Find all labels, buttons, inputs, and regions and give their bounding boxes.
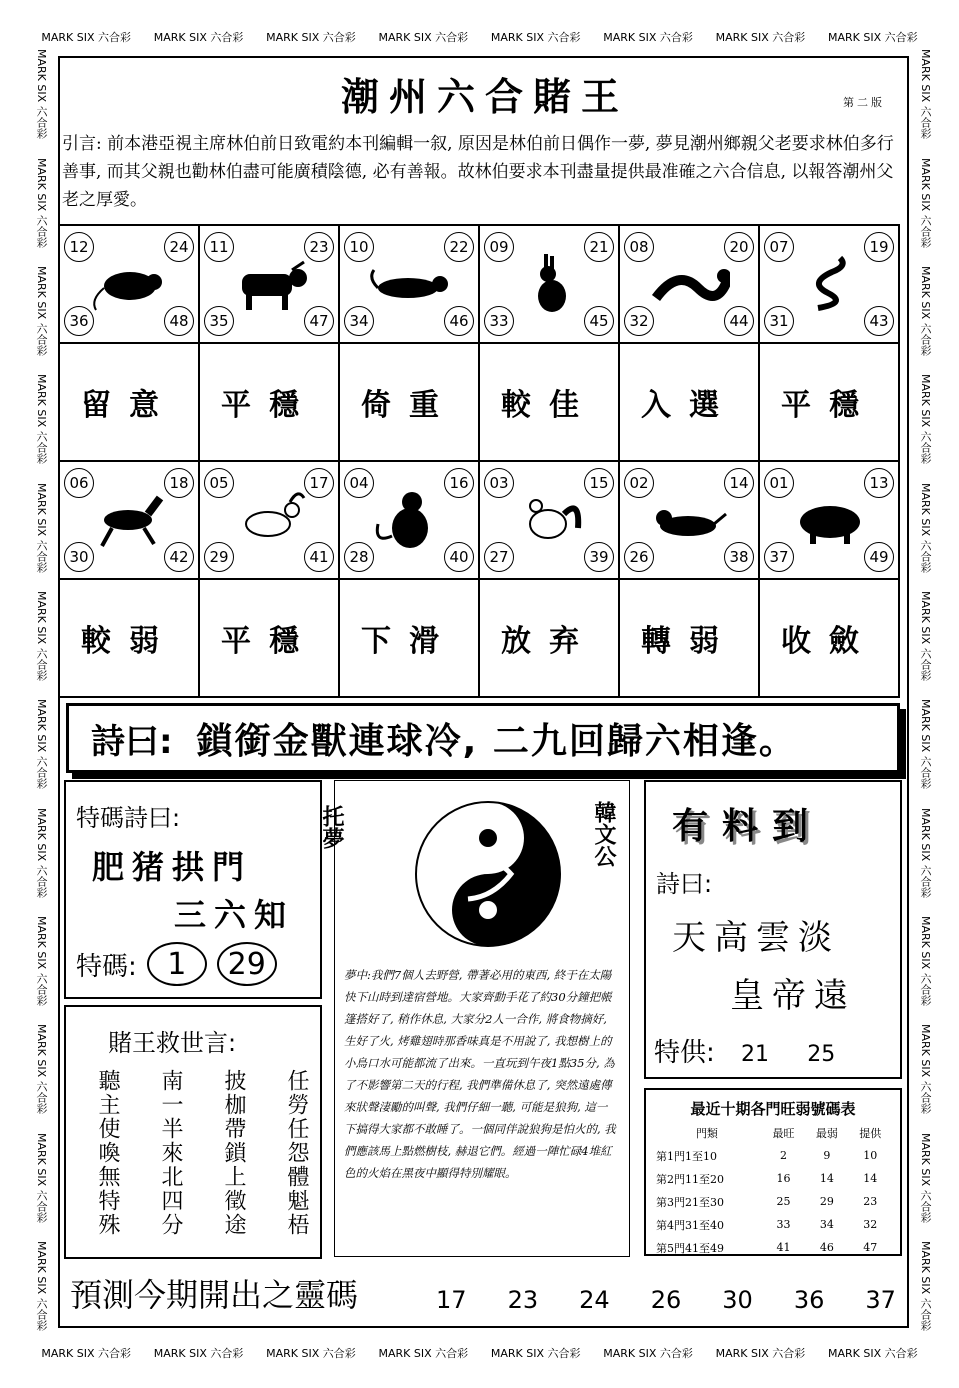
bottom-border (30, 1340, 929, 1366)
zodiac-number: 43 (864, 306, 894, 336)
supply-num-1: 21 (741, 1042, 770, 1067)
border-brand-label: MARK SIX 六合彩 (827, 1347, 918, 1360)
border-brand-label: MARK SIX 六合彩 (35, 157, 48, 248)
zodiac-number: 23 (304, 232, 334, 262)
border-brand-label: MARK SIX 六合彩 (603, 31, 693, 44)
zodiac-number: 03 (484, 468, 514, 498)
supply-num-2: 25 (807, 1042, 836, 1067)
table-row (652, 1190, 892, 1213)
table-cell: 第3門21至30 (656, 1195, 724, 1209)
goat-icon (228, 484, 310, 556)
right-heading: 有料到 (672, 806, 823, 847)
table-header: 門類 (695, 1126, 718, 1140)
intro-text: 引言: 前本港亞視主席林伯前日致電約本刊編輯一叙, 原因是林伯前日偶作一夢, 夢見潮州鄉親父老要求林伯多行善事, 而其父親也勸林伯盡可能廣積陰德, 必有善報。故林伯要求本刊盡量提供最准確之六合信息, 以報答潮州父老之厚愛。 (62, 134, 894, 210)
dragon-icon (648, 248, 730, 320)
right-box (644, 780, 902, 1079)
table-cell: 41 (776, 1241, 791, 1254)
border-brand-label: MARK SIX 六合彩 (35, 1024, 48, 1114)
border-brand-label: MARK SIX 六合彩 (919, 590, 932, 681)
table-cell: 第2門11至20 (656, 1172, 724, 1186)
edition-label: 第二版 (843, 96, 885, 109)
zodiac-cell (760, 462, 900, 580)
border-brand-label: MARK SIX 六合彩 (919, 266, 932, 356)
zodiac-number: 02 (624, 468, 654, 498)
zodiac-number: 20 (724, 232, 754, 262)
table-cell: 14 (819, 1172, 834, 1185)
table-cell: 第1門1至10 (656, 1149, 717, 1163)
special-line2: 三六知 (174, 896, 295, 934)
zodiac-number: 19 (864, 232, 894, 262)
border-brand-label: MARK SIX 六合彩 (827, 31, 918, 44)
zodiac-status: 轉弱 (620, 580, 760, 698)
prediction-number: 17 (436, 1286, 467, 1314)
zodiac-number: 05 (204, 468, 234, 498)
zodiac-cell (340, 226, 480, 344)
zodiac-number: 39 (584, 542, 614, 572)
special-num-1: 1 (147, 942, 207, 986)
border-brand-label: MARK SIX 六合彩 (919, 1132, 932, 1223)
zodiac-number: 34 (344, 306, 374, 336)
prediction-number: 37 (865, 1286, 896, 1314)
zodiac-number: 01 (764, 468, 794, 498)
border-brand-label: MARK SIX 六合彩 (919, 482, 932, 573)
zodiac-number: 46 (444, 306, 474, 336)
zodiac-number: 10 (344, 232, 374, 262)
table-cell: 2 (780, 1149, 788, 1162)
border-brand-label: MARK SIX 六合彩 (41, 1347, 131, 1360)
rooster-icon (508, 484, 590, 556)
zodiac-number: 12 (64, 232, 94, 262)
prediction-number: 23 (507, 1286, 539, 1314)
zodiac-number: 09 (484, 232, 514, 262)
table-cell: 34 (819, 1218, 834, 1231)
poem-bar (66, 703, 900, 773)
table-row (652, 1144, 892, 1167)
border-brand-label: MARK SIX 六合彩 (35, 915, 48, 1006)
border-brand-label: MARK SIX 六合彩 (919, 1024, 932, 1114)
zodiac-status: 下滑 (340, 580, 480, 698)
prediction-number: 30 (722, 1286, 753, 1314)
table-cell: 14 (863, 1172, 878, 1185)
prediction-numbers (436, 1286, 896, 1314)
zodiac-status: 倚重 (340, 344, 480, 462)
author-label: 韓文公 (591, 801, 616, 867)
zodiac-number: 37 (764, 542, 794, 572)
border-brand-label: MARK SIX 六合彩 (41, 31, 131, 44)
special-line1: 肥猪拱門 (92, 848, 253, 886)
zodiac-number: 35 (204, 306, 234, 336)
border-brand-label: MARK SIX 六合彩 (919, 699, 932, 789)
zodiac-number: 47 (304, 306, 334, 336)
zodiac-number: 42 (164, 542, 194, 572)
zodiac-cell (480, 226, 620, 344)
zodiac-number: 08 (624, 232, 654, 262)
dog-icon (648, 484, 730, 556)
zodiac-number: 45 (584, 306, 614, 336)
gambler-column: 聽主使喚無特殊 (95, 1069, 120, 1237)
zodiac-status: 入選 (620, 344, 760, 462)
table-cell: 10 (863, 1149, 878, 1162)
gambler-column: 任勞任怨體魁梧 (284, 1069, 309, 1237)
border-brand-label: MARK SIX 六合彩 (919, 807, 932, 898)
zodiac-number: 38 (724, 542, 754, 572)
zodiac-status: 較佳 (480, 344, 620, 462)
zodiac-number: 32 (624, 306, 654, 336)
zodiac-number: 15 (584, 468, 614, 498)
zodiac-number: 30 (64, 542, 94, 572)
border-brand-label: MARK SIX 六合彩 (378, 31, 469, 44)
gambler-column: 南一半來北四分 (158, 1069, 183, 1237)
prediction-number: 26 (650, 1286, 682, 1314)
zodiac-cell (480, 462, 620, 580)
border-brand-label: MARK SIX 六合彩 (715, 31, 806, 44)
stats-table-box (644, 1088, 902, 1256)
supply-label: 特供: (654, 1038, 715, 1068)
left-border (28, 40, 54, 1340)
zodiac-cell (60, 226, 200, 344)
rabbit-icon (508, 248, 590, 320)
table-cell: 46 (819, 1241, 834, 1254)
zodiac-number: 40 (444, 542, 474, 572)
border-brand-label: MARK SIX 六合彩 (919, 1240, 932, 1331)
special-num-2: 29 (217, 942, 277, 986)
zodiac-cell (620, 462, 760, 580)
zodiac-number: 07 (764, 232, 794, 262)
border-brand-label: MARK SIX 六合彩 (35, 49, 48, 139)
dream-text: 夢中:我們7個人去野營, 帶著必用的東西, 終于在太陽快下山時到達宿營地。大家齊動手花了約30分鐘把帳篷搭好了, 稍作休息, 大家分2人一合作, 將食物摘好, 生好了火, 烤雞翅時那香味真是不用說了, 我想樹上的小鳥口水可能都流了出來。一直玩到午夜1點35分, 為了不影響第二天的行程, 我們準備休息了, 突然遠處傳來狀聲淒勵的叫聲, 我們仔細一聽, 可能是狼狗, 這一下搞得大家都不敢睡了。一個同伴說狼狗是怕火的, 我們應該馬上點燃樹枝, 赫退它們。經過一陣忙碌4堆紅色的火焰在黑夜中顯得特別耀眼。 (344, 968, 616, 1180)
rat-icon (88, 248, 170, 320)
zodiac-number: 49 (864, 542, 894, 572)
prediction-number: 24 (579, 1286, 610, 1314)
zodiac-status: 平穩 (200, 344, 340, 462)
table-header: 最弱 (815, 1126, 838, 1140)
right-poem-label: 詩曰: (656, 870, 713, 898)
zodiac-cell (60, 462, 200, 580)
table-cell: 33 (776, 1218, 791, 1231)
table-cell: 第4門31至40 (656, 1218, 724, 1232)
zodiac-status: 較弱 (60, 580, 200, 698)
right-border (912, 40, 938, 1340)
border-brand-label: MARK SIX 六合彩 (35, 482, 48, 573)
top-border (30, 24, 929, 50)
stats-table (652, 1121, 892, 1259)
special-label: 特碼: (76, 951, 137, 982)
zodiac-number: 31 (764, 306, 794, 336)
zodiac-cell (340, 462, 480, 580)
dream-label: 托夢 (319, 805, 344, 849)
zodiac-number: 24 (164, 232, 194, 262)
zodiac-number: 13 (864, 468, 894, 498)
border-brand-label: MARK SIX 六合彩 (715, 1347, 806, 1360)
table-cell: 16 (776, 1172, 791, 1185)
pig-icon (788, 484, 870, 556)
zodiac-status: 平穩 (200, 580, 340, 698)
page-title: 潮州六合賭王 (340, 74, 629, 119)
poem-text: 鎖銜金獸連球冷, 二九回歸六相逢。 (196, 720, 797, 762)
gambler-box (64, 1005, 322, 1259)
right-line1: 天高雲淡 (672, 918, 840, 958)
horse-icon (88, 484, 170, 556)
table-header: 提供 (859, 1126, 882, 1140)
zodiac-number: 06 (64, 468, 94, 498)
table-cell: 25 (776, 1195, 791, 1208)
border-brand-label: MARK SIX 六合彩 (603, 1347, 693, 1360)
zodiac-number: 04 (344, 468, 374, 498)
table-row (652, 1236, 892, 1259)
zodiac-number: 17 (304, 468, 334, 498)
zodiac-cell (200, 462, 340, 580)
border-brand-label: MARK SIX 六合彩 (919, 157, 932, 248)
border-brand-label: MARK SIX 六合彩 (490, 31, 581, 44)
zodiac-cell (760, 226, 900, 344)
border-brand-label: MARK SIX 六合彩 (266, 31, 356, 44)
border-brand-label: MARK SIX 六合彩 (919, 374, 932, 464)
table-cell: 9 (823, 1149, 831, 1162)
tiger-icon (368, 248, 450, 320)
gambler-heading: 賭王救世言: (108, 1029, 237, 1057)
poem-label: 詩曰: (91, 721, 173, 762)
table-header: 最旺 (772, 1126, 795, 1140)
supply-row (654, 1032, 835, 1069)
zodiac-number: 27 (484, 542, 514, 572)
zodiac-number: 36 (64, 306, 94, 336)
border-brand-label: MARK SIX 六合彩 (153, 1347, 244, 1360)
zodiac-status: 平穩 (760, 344, 900, 462)
border-brand-label: MARK SIX 六合彩 (35, 699, 48, 789)
gambler-columns (92, 1069, 312, 1249)
gambler-column: 披枷帶鎖上徵途 (221, 1069, 246, 1237)
border-brand-label: MARK SIX 六合彩 (266, 1347, 356, 1360)
zodiac-status: 留意 (60, 344, 200, 462)
zodiac-cell (620, 226, 760, 344)
table-row (652, 1213, 892, 1236)
zodiac-number: 28 (344, 542, 374, 572)
table-cell: 47 (863, 1241, 878, 1254)
border-brand-label: MARK SIX 六合彩 (490, 1347, 581, 1360)
special-box (64, 780, 322, 999)
table-row (652, 1167, 892, 1190)
monkey-icon (368, 484, 450, 556)
table-cell: 23 (863, 1195, 878, 1208)
zodiac-number: 29 (204, 542, 234, 572)
border-brand-label: MARK SIX 六合彩 (153, 31, 244, 44)
zodiac-number: 41 (304, 542, 334, 572)
zodiac-cell (200, 226, 340, 344)
border-brand-label: MARK SIX 六合彩 (919, 915, 932, 1006)
border-brand-label: MARK SIX 六合彩 (35, 807, 48, 898)
border-brand-label: MARK SIX 六合彩 (35, 590, 48, 681)
border-brand-label: MARK SIX 六合彩 (35, 1132, 48, 1223)
snake-icon (788, 248, 870, 320)
zodiac-number: 48 (164, 306, 194, 336)
prediction-label: 預測今期開出之靈碼 (70, 1276, 359, 1314)
right-line2: 皇帝遠 (730, 976, 856, 1016)
zodiac-number: 11 (204, 232, 234, 262)
zodiac-number: 44 (724, 306, 754, 336)
zodiac-number: 16 (444, 468, 474, 498)
zodiac-number: 22 (444, 232, 474, 262)
ox-icon (228, 248, 310, 320)
table-cell: 第5門41至49 (656, 1241, 724, 1255)
zodiac-number: 14 (724, 468, 754, 498)
zodiac-number: 26 (624, 542, 654, 572)
zodiac-status: 放弃 (480, 580, 620, 698)
border-brand-label: MARK SIX 六合彩 (35, 374, 48, 464)
stats-table-title: 最近十期各門旺弱號碼表 (690, 1100, 856, 1118)
prediction-number: 36 (793, 1286, 825, 1314)
yin-yang-icon (413, 799, 563, 949)
special-numbers (76, 942, 277, 986)
zodiac-status: 收斂 (760, 580, 900, 698)
zodiac-number: 18 (164, 468, 194, 498)
table-cell: 32 (863, 1218, 878, 1231)
zodiac-number: 33 (484, 306, 514, 336)
zodiac-grid (58, 224, 900, 698)
table-cell: 29 (819, 1195, 834, 1208)
zodiac-number: 21 (584, 232, 614, 262)
border-brand-label: MARK SIX 六合彩 (919, 49, 932, 139)
border-brand-label: MARK SIX 六合彩 (378, 1347, 469, 1360)
border-brand-label: MARK SIX 六合彩 (35, 1240, 48, 1331)
special-heading: 特碼詩曰: (76, 804, 181, 832)
border-brand-label: MARK SIX 六合彩 (35, 266, 48, 356)
